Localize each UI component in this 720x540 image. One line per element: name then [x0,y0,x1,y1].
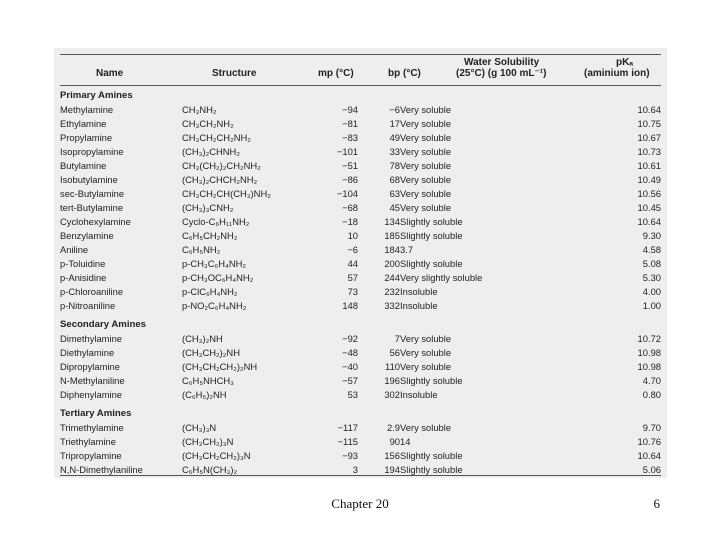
cell-structure: (CH₃)₂CHCH₂NH₂ [182,174,258,185]
cell-bp: 68 [389,174,400,185]
cell-name: sec-Butylamine [60,188,125,199]
cell-bp: 302 [384,389,400,400]
table-row [60,117,661,131]
table-row [60,449,661,463]
cell-pka: 10.73 [637,146,661,157]
cell-mp: −104 [336,188,358,199]
cell-structure: p-CH₃C₆H₄NH₂ [182,258,247,269]
cell-pka: 10.98 [637,361,661,372]
cell-pka: 10.45 [637,202,661,213]
cell-pka: 1.00 [642,300,661,311]
cell-solubility: Very slightly soluble [400,272,483,283]
cell-structure: C₆H₅NHCH₃ [182,375,234,386]
header-pka-line2: (aminium ion) [584,68,650,79]
cell-pka: 4.70 [642,375,661,386]
cell-solubility: Slightly soluble [400,450,463,461]
cell-structure: p-NO₂C₆H₄NH₂ [182,300,247,311]
cell-bp: 56 [389,347,400,358]
cell-bp: 33 [389,146,400,157]
cell-structure: CH₃NH₂ [182,104,217,115]
cell-bp: 78 [389,160,400,171]
cell-bp: 7 [394,333,400,344]
cell-solubility: Insoluble [400,389,438,400]
cell-name: Isopropylamine [60,146,124,157]
cell-pka: 10.64 [637,216,661,227]
cell-name: tert-Butylamine [60,202,124,213]
cell-bp: 63 [389,188,400,199]
table-bottom-rule [60,475,661,476]
cell-solubility: Very soluble [400,361,452,372]
table-row [60,173,661,187]
header-structure: Structure [212,68,257,79]
cell-mp: −57 [342,375,358,386]
section-header-row [60,317,661,332]
cell-pka: 10.64 [637,450,661,461]
cell-pka: 10.98 [637,347,661,358]
cell-name: Diethylamine [60,347,115,358]
cell-mp: −83 [342,132,358,143]
table-row [60,215,661,229]
cell-solubility: Slightly soluble [400,375,463,386]
cell-mp: −18 [342,216,358,227]
table-row [60,360,661,374]
cell-pka: 10.49 [637,174,661,185]
cell-structure: p-ClC₆H₄NH₂ [182,286,238,297]
cell-mp: 10 [347,230,358,241]
cell-structure: CH₃(CH₂)₂CH₂NH₂ [182,160,261,171]
cell-solubility: 3.7 [400,244,414,255]
cell-name: Trimethylamine [60,422,124,433]
cell-name: Dimethylamine [60,333,122,344]
cell-mp: −86 [342,174,358,185]
cell-solubility: Very soluble [400,104,452,115]
cell-bp: 185 [384,230,400,241]
section-title: Tertiary Amines [60,408,132,419]
cell-bp: 49 [389,132,400,143]
cell-pka: 5.06 [642,464,661,475]
table-row [60,271,661,285]
cell-bp: 200 [384,258,400,269]
cell-solubility: Slightly soluble [400,216,463,227]
cell-bp: 134 [384,216,400,227]
table-row [60,201,661,215]
cell-solubility: Very soluble [400,118,452,129]
amines-table [60,88,661,477]
cell-structure: CH₃CH₂CH(CH₃)NH₂ [182,188,271,199]
cell-pka: 4.00 [642,286,661,297]
amines-table-body [60,88,661,477]
cell-name: Propylamine [60,132,113,143]
cell-structure: C₆H₅N(CH₃)₂ [182,464,238,475]
cell-bp: −6 [389,104,400,115]
table-row [60,332,661,346]
cell-bp: 45 [389,202,400,213]
cell-structure: p-CH₃OC₆H₄NH₂ [182,272,254,283]
cell-solubility: Very soluble [400,188,452,199]
table-row [60,257,661,271]
cell-mp: −68 [342,202,358,213]
cell-name: Dipropylamine [60,361,120,372]
cell-bp: 232 [384,286,400,297]
cell-name: Butylamine [60,160,107,171]
cell-mp: −93 [342,450,358,461]
header-mp: mp (°C) [318,68,354,79]
cell-bp: 244 [384,272,400,283]
cell-structure: CH₃CH₂NH₂ [182,118,234,129]
cell-mp: −81 [342,118,358,129]
cell-solubility: Very soluble [400,174,452,185]
cell-name: N-Methylaniline [60,375,125,386]
cell-mp: −115 [337,436,358,447]
table-row [60,299,661,313]
cell-structure: (C₆H₅)₂NH [182,389,227,400]
cell-mp: 3 [352,464,358,475]
cell-name: p-Anisidine [60,272,107,283]
cell-bp: 90 [389,436,400,447]
cell-name: p-Nitroaniline [60,300,116,311]
cell-solubility: Very soluble [400,202,452,213]
table-row [60,285,661,299]
cell-name: Diphenylamine [60,389,123,400]
cell-pka: 10.67 [637,132,661,143]
cell-name: Ethylamine [60,118,107,129]
cell-mp: −94 [342,104,358,115]
cell-pka: 5.08 [642,258,661,269]
section-header-row [60,406,661,421]
cell-pka: 10.64 [637,104,661,115]
cell-name: Cyclohexylamine [60,216,131,227]
cell-pka: 9.70 [642,422,661,433]
cell-mp: 44 [347,258,358,269]
cell-pka: 4.58 [642,244,661,255]
cell-name: Isobutylamine [60,174,118,185]
cell-bp: 156 [384,450,400,461]
cell-pka: 10.75 [637,118,661,129]
table-row [60,159,661,173]
cell-structure: (CH₃)₃CNH₂ [182,202,234,213]
amine-properties-table-panel [54,48,667,478]
table-row [60,131,661,145]
table-row [60,388,661,402]
cell-structure: Cyclo-C₆H₁₁NH₂ [182,216,250,227]
table-row [60,145,661,159]
header-pka-line1: pKₐ [616,57,634,68]
header-name: Name [96,68,124,79]
cell-solubility: Insoluble [400,286,438,297]
cell-name: N,N-Dimethylaniline [60,464,143,475]
cell-pka: 10.61 [637,160,661,171]
header-bp: bp (°C) [388,68,421,79]
cell-solubility: Very soluble [400,160,452,171]
header-solubility-line2: (25°C) (g 100 mL⁻¹) [456,68,547,79]
cell-pka: 10.56 [637,188,661,199]
cell-structure: (CH₃CH₂CH₂)₃N [182,450,251,461]
cell-solubility: Slightly soluble [400,464,463,475]
table-header [60,54,661,86]
cell-pka: 10.76 [637,436,661,447]
cell-bp: 17 [389,118,400,129]
cell-bp: 184 [384,244,400,255]
cell-structure: (CH₃CH₂CH₂)₂NH [182,361,258,372]
section-title: Secondary Amines [60,319,147,330]
table-row [60,229,661,243]
cell-bp: 2.9 [386,422,400,433]
cell-solubility: Very soluble [400,132,452,143]
cell-name: Methylamine [60,104,114,115]
cell-mp: 53 [347,389,358,400]
page-number: 6 [653,496,660,511]
cell-solubility: Very soluble [400,146,452,157]
header-solubility-line1: Water Solubility [464,57,540,68]
cell-solubility: Very soluble [400,347,452,358]
cell-name: p-Chloroaniline [60,286,124,297]
cell-solubility: Slightly soluble [400,258,463,269]
cell-bp: 332 [384,300,400,311]
cell-pka: 10.72 [637,333,661,344]
cell-pka: 0.80 [642,389,661,400]
cell-solubility: Insoluble [400,300,438,311]
cell-name: Aniline [60,244,89,255]
cell-bp: 110 [385,361,400,372]
cell-name: Triethylamine [60,436,116,447]
cell-structure: (CH₃)₂NH [182,333,223,344]
table-row [60,187,661,201]
cell-pka: 9.30 [642,230,661,241]
table-row [60,243,661,257]
cell-structure: C₆H₅NH₂ [182,244,221,255]
cell-structure: (CH₃)₃N [182,422,217,433]
cell-solubility: Very soluble [400,422,452,433]
cell-mp: 148 [342,300,358,311]
cell-bp: 194 [384,464,400,475]
cell-bp: 196 [384,375,400,386]
cell-name: Tripropylamine [60,450,122,461]
table-row [60,421,661,435]
cell-mp: −92 [342,333,358,344]
cell-structure: C₆H₅CH₂NH₂ [182,230,238,241]
cell-mp: −40 [342,361,358,372]
cell-pka: 5.30 [642,272,661,283]
cell-structure: CH₃CH₂CH₂NH₂ [182,132,251,143]
cell-mp: 57 [347,272,358,283]
cell-structure: (CH₃)₂CHNH₂ [182,146,240,157]
cell-mp: −51 [342,160,358,171]
cell-mp: −117 [337,422,358,433]
section-title: Primary Amines [60,90,133,101]
cell-mp: −101 [336,146,358,157]
table-row [60,346,661,360]
cell-solubility: Very soluble [400,333,452,344]
section-header-row [60,88,661,103]
table-row [60,374,661,388]
cell-mp: −6 [347,244,358,255]
cell-mp: −48 [342,347,358,358]
table-row [60,103,661,117]
table-row [60,435,661,449]
cell-structure: (CH₃CH₂)₂NH [182,347,240,358]
cell-name: Benzylamine [60,230,114,241]
cell-structure: (CH₃CH₂)₃N [182,436,234,447]
cell-mp: 73 [347,286,358,297]
chapter-label: Chapter 20 [331,496,389,511]
cell-name: p-Toluidine [60,258,106,269]
cell-solubility: Slightly soluble [400,230,463,241]
cell-solubility: 14 [400,436,411,447]
